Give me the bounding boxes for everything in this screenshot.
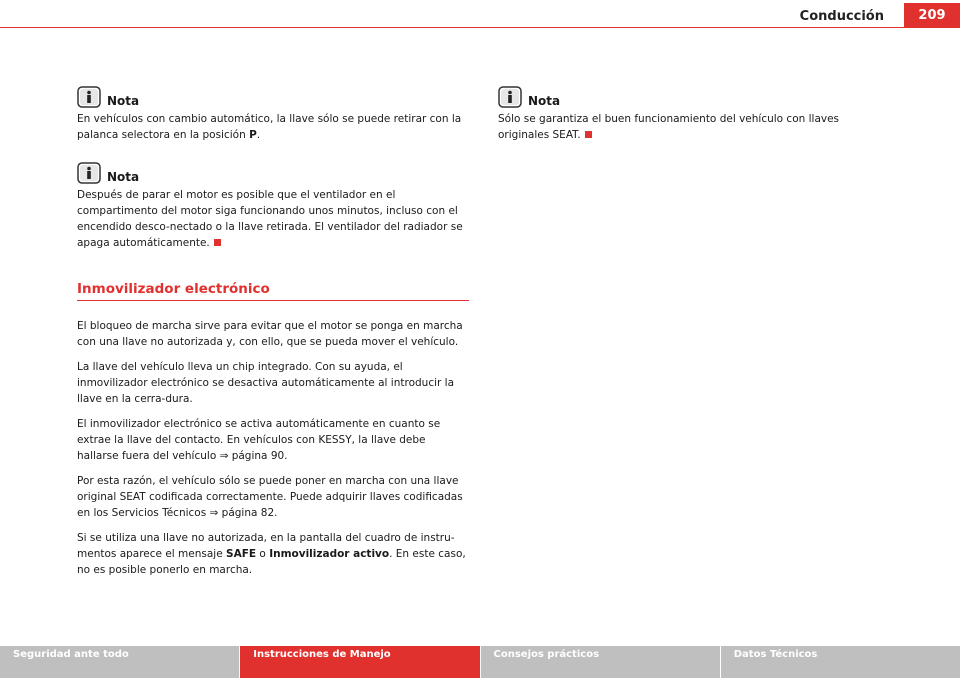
paragraph: Por esta razón, el vehículo sólo se puede poner en marcha con una llave original SEAT codificada correctamente. Puede adquirir llaves codificadas en los Servicios Técnicos ⇒ página 82. — [77, 475, 463, 519]
right-column — [498, 86, 890, 162]
info-note-icon — [498, 86, 522, 108]
info-note-icon — [77, 86, 101, 108]
note-original-keys — [498, 86, 890, 143]
footer-tab-instrucciones[interactable]: Instrucciones de Manejo — [240, 646, 480, 678]
section-title: Inmovilizador electrónico — [77, 281, 469, 301]
header-title: Conducción — [799, 9, 884, 24]
left-column — [77, 86, 469, 587]
note-label: Nota — [107, 170, 140, 184]
end-of-section-square-icon — [585, 131, 592, 138]
end-of-section-square-icon — [214, 239, 221, 246]
note-fan — [77, 162, 469, 251]
footer-tab-datos[interactable]: Datos Técnicos — [721, 646, 960, 678]
note-text: En vehículos con cambio automático, la llave sólo se puede retirar con la palanca selectora en la posición P. — [77, 113, 462, 141]
footer-nav — [0, 646, 960, 678]
note-label: Nota — [107, 94, 140, 108]
note-text: Después de parar el motor es posible que el ventilador en el compartimento del motor siga funcionando unos minutos, incluso con el encendido desco-nectado o la llave retirada. El ventilador del radiador se apaga automáticamente. — [77, 189, 463, 249]
paragraph: Si se utiliza una llave no autorizada, en la pantalla del cuadro de instru-mentos aparece el mensaje SAFE o Inmovilizador activo. En este caso, no es posible ponerlo en marcha. — [77, 532, 466, 576]
note-label: Nota — [528, 94, 561, 108]
paragraph: El bloqueo de marcha sirve para evitar que el motor se ponga en marcha con una llave no autorizada y, con ello, que se pueda mover el vehículo. — [77, 320, 463, 348]
header-rule — [0, 27, 960, 28]
note-automatic-gearbox — [77, 86, 469, 143]
footer-tab-seguridad[interactable]: Seguridad ante todo — [0, 646, 240, 678]
note-text: Sólo se garantiza el buen funcionamiento del vehículo con llaves originales SEAT. — [498, 113, 840, 141]
footer-tab-consejos[interactable]: Consejos prácticos — [481, 646, 721, 678]
info-note-icon — [77, 162, 101, 184]
section-body — [77, 318, 469, 578]
paragraph: El inmovilizador electrónico se activa automáticamente en cuanto se extrae la llave del contacto. En vehículos con KESSY, la llave debe hallarse fuera del vehículo ⇒ página 90. — [77, 418, 441, 462]
page-number: 209 — [904, 3, 960, 28]
paragraph: La llave del vehículo lleva un chip integrado. Con su ayuda, el inmovilizador electrónico se desactiva automáticamente al introducir la llave en la cerra-dura. — [77, 361, 455, 405]
